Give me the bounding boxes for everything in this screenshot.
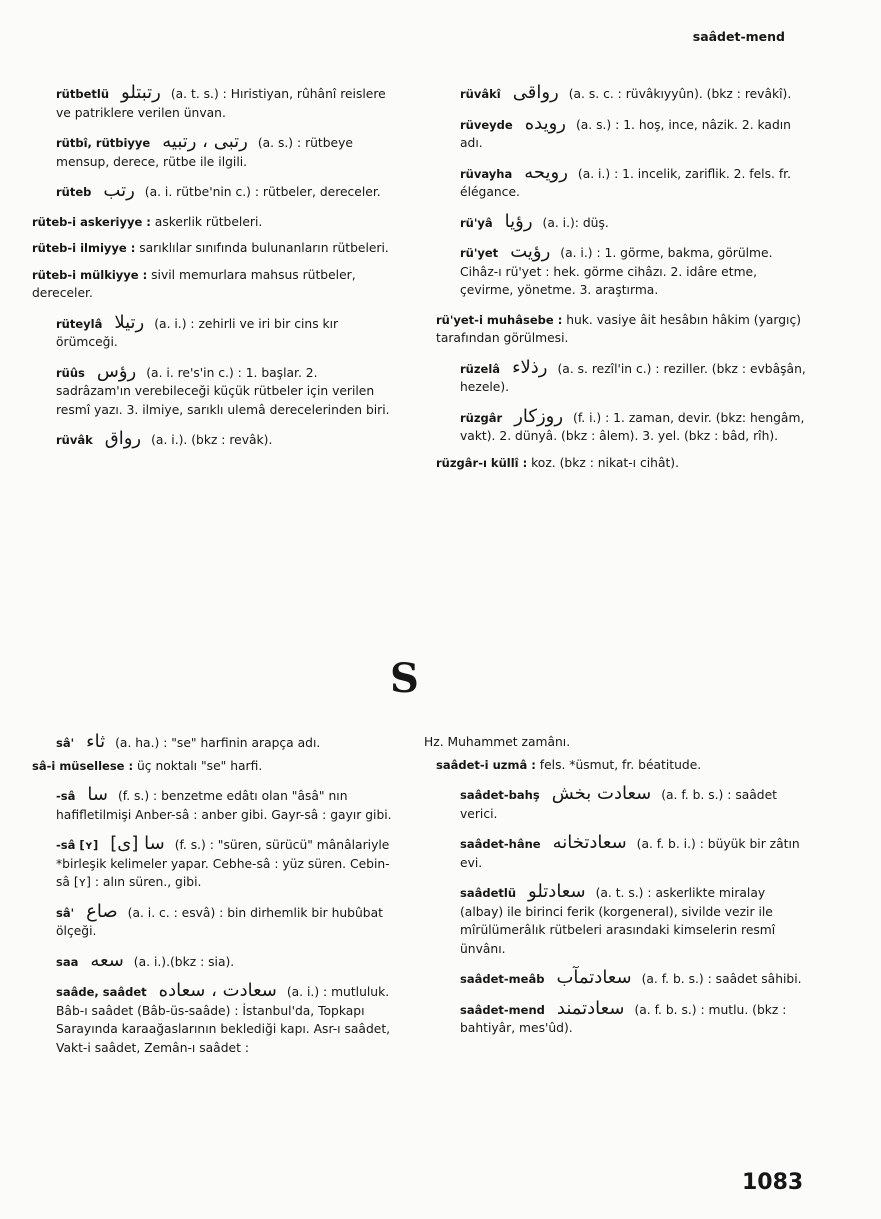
entry — [424, 161, 806, 202]
entry — [20, 982, 394, 1057]
headword: saâdet-bahş — [460, 788, 540, 802]
entry — [20, 360, 394, 420]
definition: sivil memurlara mahsus rütbeler, dereceler. — [32, 267, 356, 300]
page-number: 1083 — [742, 1170, 804, 1195]
definition: üç noktalı "se" harfi. — [137, 758, 263, 773]
entry — [424, 997, 806, 1038]
definition: (a. i.) : 1. görme, bakma, görülme. Cihâz-ı rü'yet : hek. görme cihâzı. 2. idâre etme, çevirme, yönetme. 3. araştırma. — [460, 246, 773, 297]
entry — [20, 900, 394, 941]
arabic-spelling: سعادتلو — [528, 881, 586, 902]
arabic-spelling: رتيلا — [114, 311, 145, 333]
entry — [20, 430, 394, 450]
headword: rüteb-i mülkiyye : — [32, 267, 148, 282]
definition: sarıklılar sınıfında bulunanların rütbeleri. — [139, 241, 389, 255]
left-column-bottom — [20, 733, 394, 1057]
headword: rüteylâ — [56, 316, 103, 331]
arabic-spelling: رؤس — [96, 360, 137, 382]
headword: saâdet-hâne — [460, 837, 541, 851]
running-header: saâdet-mend — [692, 29, 785, 44]
definition: (a. i.) : zehirli ve iri bir cins kır örümceği. — [56, 316, 339, 349]
entry — [20, 949, 394, 972]
headword: saâde, saâdet — [56, 985, 147, 999]
definition: (f. s.) : benzetme edâtı olan "âsâ" nın hafifletilmişi Anber-sâ : anber gibi. Gayr-sâ : gayır gibi. — [56, 789, 392, 822]
definition: (a. ha.) : "se" harfinin arapça adı. — [115, 736, 321, 750]
definition: (a. i. re's'in c.) : 1. başlar. 2. sadrâzam'ın verebileceği küçük rütbeler için verilen resmî yazı. 3. ilmiye, sarıklı ulemâ derecelerinden biri. — [56, 365, 390, 417]
definition: (a. f. b. s.) : saâdet verici. — [460, 788, 777, 821]
right-column-top — [424, 84, 806, 472]
definition: (a. i. c. : esvâ) : bin dirhemlik bir hubûbat ölçeği. — [56, 905, 383, 938]
definition: askerlik rütbeleri. — [154, 214, 263, 229]
entry — [20, 213, 394, 232]
arabic-spelling: رؤيا — [504, 210, 533, 232]
arabic-spelling: سعادتخانه — [552, 832, 627, 853]
arabic-spelling: صاع — [86, 900, 118, 922]
definition: koz. (bkz : nikat-ı cihât). — [531, 455, 680, 470]
definition: (a. i.) : mutluluk. Bâb-ı saâdet (Bâb-üs-saâde) : İstanbul'da, Topkapı Sarayında karaağaslarının beklediği kapı. Asr-ı saâdet, Vakt-i saâdet, Zemân-ı saâdet : — [56, 985, 391, 1055]
arabic-spelling: رواقى — [512, 82, 559, 103]
entry — [20, 266, 394, 303]
definition: (f. s.) : "süren, sürücü" mânâlariyle *birleşik kelimeler yapar. Cebhe-sâ : yüz süren. Cebin-sâ [ʏ] : alın süren., gibi. — [56, 838, 390, 889]
entry — [424, 311, 806, 348]
definition: fels. *üsmut, fr. béatitude. — [539, 757, 702, 772]
arabic-spelling: ثاء — [86, 731, 106, 752]
headword: -sâ — [56, 789, 76, 803]
definition: (a. i.).(bkz : sia). — [133, 954, 235, 969]
definition: (a. i.) : 1. incelik, zariflik. 2. fels. fr. élégance. — [460, 166, 791, 199]
headword: rü'yet-i muhâsebe : — [436, 312, 563, 327]
entry — [424, 84, 806, 104]
arabic-spelling: رتبتلو — [121, 82, 161, 103]
arabic-spelling: رؤيت — [510, 241, 551, 262]
headword: saâdet-i uzmâ : — [436, 757, 536, 772]
headword: sâ' — [56, 905, 75, 920]
headword: saâdetlü — [460, 886, 517, 900]
entry — [424, 112, 806, 153]
arabic-spelling: روزكار — [514, 405, 564, 427]
headword: rüzgâr — [460, 410, 503, 425]
definition: (f. i.) : 1. zaman, devir. (bkz: hengâm, vakt). 2. dünyâ. (bkz : âlem). 3. yel. (bkz : bâd, rîh). — [460, 410, 805, 443]
headword: rütbetlü — [56, 87, 110, 101]
definition: (a. s.) : rütbeye mensup, derece, rütbe ile ilgili. — [56, 136, 353, 169]
definition: (a. i.). (bkz : revâk). — [151, 433, 273, 447]
entry — [424, 243, 806, 300]
definition: (a. t. s.) : Hıristiyan, rûhânî reislere ve patriklere verilen ünvan. — [56, 87, 386, 120]
arabic-spelling: رواق — [104, 428, 142, 449]
headword: rütbî, rütbiyye — [56, 136, 151, 150]
arabic-spelling: [ى] سا — [110, 833, 165, 854]
entry — [20, 835, 394, 892]
headword: rüvayha — [460, 166, 513, 181]
entry — [20, 84, 394, 122]
headword: rüvâk — [56, 433, 93, 447]
definition: (a. i.): düş. — [542, 215, 609, 230]
section-letter: S — [390, 655, 419, 702]
entry — [20, 733, 394, 753]
headword: rü'yet — [460, 246, 499, 260]
entry — [20, 239, 394, 258]
headword: saa — [56, 954, 79, 969]
headword: -sâ [ʏ] — [56, 838, 99, 852]
arabic-spelling: رويده — [524, 112, 566, 134]
entry — [20, 757, 394, 776]
entry — [424, 454, 806, 473]
entry-continuation — [424, 733, 806, 752]
headword: sâ' — [56, 736, 75, 750]
arabic-spelling: رذلاء — [512, 356, 548, 378]
definition: huk. vasiye âit hesâbın hâkim (yargıç) tarafından görülmesi. — [436, 312, 802, 345]
entry — [424, 210, 806, 233]
arabic-spelling: رتب — [103, 180, 135, 201]
entry — [20, 311, 394, 352]
headword: rüzelâ — [460, 361, 501, 376]
definition: (a. f. b. s.) : mutlu. (bkz : bahtiyâr, mes'ûd). — [460, 1002, 787, 1035]
arabic-spelling: سعه — [90, 949, 124, 971]
headword: rüveyde — [460, 117, 513, 132]
entry — [424, 834, 806, 872]
right-column-bottom — [424, 733, 806, 1038]
arabic-spelling: سعادتمند — [556, 997, 625, 1019]
definition: Hz. Muhammet zamânı. — [424, 735, 571, 749]
entry — [424, 356, 806, 397]
definition: (a. s. rezîl'in c.) : reziller. (bkz : evbâşân, hezele). — [460, 361, 806, 394]
definition: (a. f. b. s.) : saâdet sâhibi. — [641, 972, 802, 986]
headword: rüteb-i askeriyye : — [32, 214, 151, 229]
headword: rüvâkî — [460, 87, 501, 101]
headword: saâdet-mend — [460, 1002, 545, 1017]
definition: (a. s.) : 1. hoş, ince, nâzik. 2. kadın adı. — [460, 117, 791, 150]
headword: saâdet-meâb — [460, 972, 545, 986]
definition: (a. t. s.) : askerlikte miralay (albay) ile birinci ferik (korgeneral), sivilde vezir ile mîrülümerâlık rütbeleri arasındaki kimselerin resmî ünvânı. — [460, 886, 776, 956]
entry — [424, 883, 806, 958]
headword: sâ-i müsellese : — [32, 758, 134, 773]
entry — [424, 405, 806, 446]
arabic-spelling: سعادت ، سعاده — [158, 980, 277, 1001]
entry — [20, 133, 394, 171]
definition: (a. f. b. i.) : büyük bir zâtın evi. — [460, 837, 800, 870]
headword: rüûs — [56, 365, 85, 380]
definition: (a. s. c. : rüvâkıyyûn). (bkz : revâkî). — [568, 87, 792, 101]
definition: (a. i. rütbe'nin c.) : rütbeler, dereceler. — [144, 185, 381, 199]
entry — [424, 756, 806, 775]
arabic-spelling: سعادتمآب — [556, 967, 632, 988]
arabic-spelling: سا — [87, 784, 108, 805]
entry — [424, 785, 806, 823]
headword: rü'yâ — [460, 215, 493, 230]
headword: rüteb-i ilmiyye : — [32, 241, 136, 255]
arabic-spelling: سعادت بخش — [551, 783, 652, 804]
arabic-spelling: رويحه — [524, 161, 568, 183]
entry — [20, 786, 394, 824]
entry — [20, 182, 394, 202]
entry — [424, 969, 806, 989]
headword: rüzgâr-ı küllî : — [436, 455, 528, 470]
left-column-top — [20, 84, 394, 450]
headword: rüteb — [56, 185, 92, 199]
arabic-spelling: رتبى ، رتبيه — [162, 131, 248, 152]
